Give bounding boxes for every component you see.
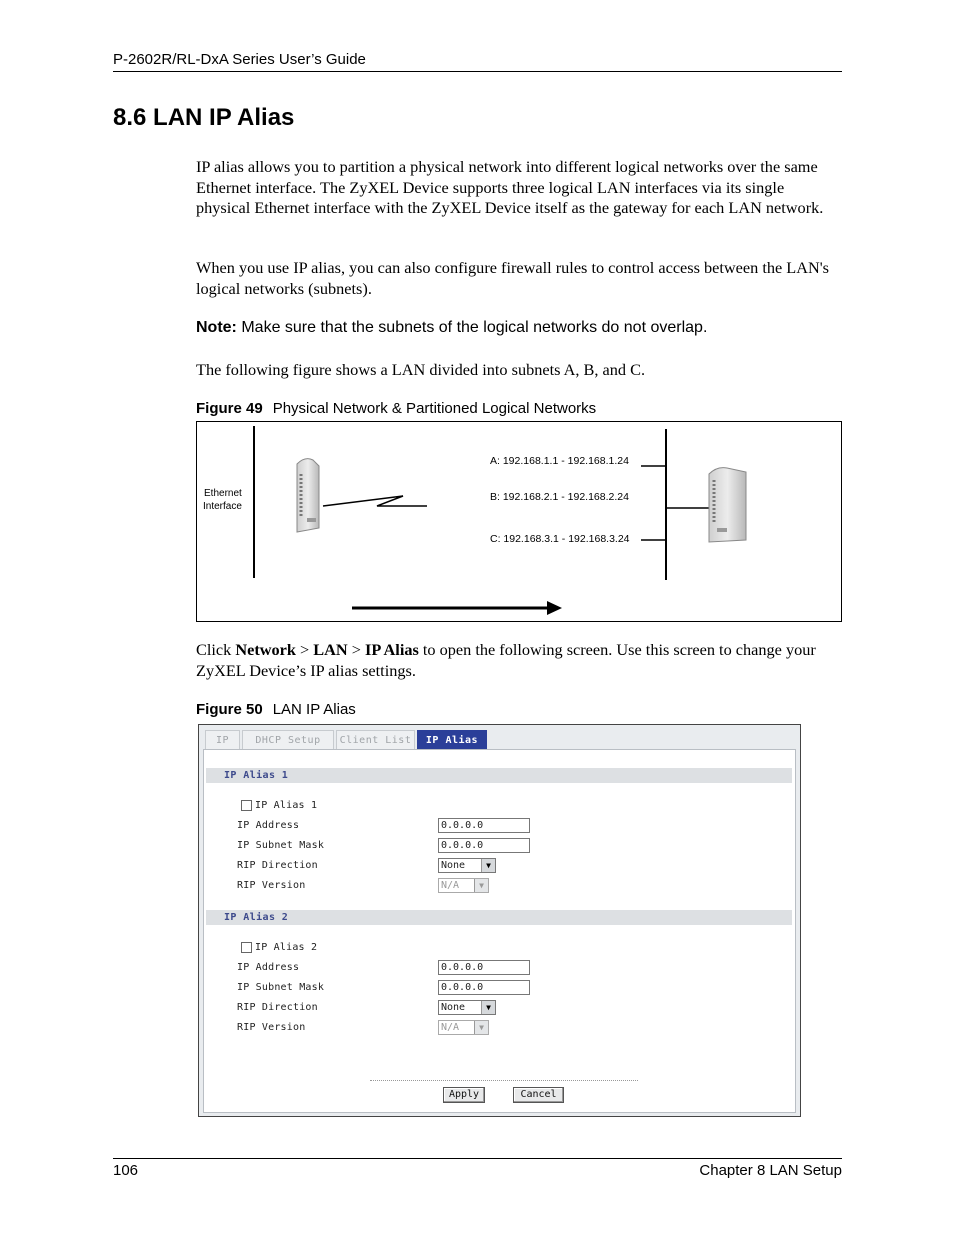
ethernet-label-line2: Interface (203, 501, 242, 512)
figure-50-title: LAN IP Alias (272, 701, 356, 718)
header-rule (113, 71, 842, 72)
footer-rule (113, 1158, 842, 1159)
figure-49-title: Physical Network & Partitioned Logical Networks (272, 400, 597, 417)
figure-49-caption (196, 400, 596, 417)
chevron-down-icon: ▼ (474, 1021, 488, 1034)
chevron-down-icon: ▼ (481, 1001, 495, 1014)
subnet-a-label: A: 192.168.1.1 - 192.168.1.24 (490, 455, 629, 467)
ip-alias-2-checkbox-label: IP Alias 2 (255, 942, 318, 953)
nav-sep-1: > (295, 640, 314, 659)
tab-client-list[interactable]: Client List (336, 730, 415, 750)
ip-alias-1-checkbox[interactable] (241, 800, 252, 811)
lan-ip-alias-screen (198, 724, 801, 1117)
intro-paragraph: IP alias allows you to partition a physical network into different logical networks over the same Ethernet interface. The ZyXEL Device supports three logical LAN interfaces via its single physical Ethernet interface with the ZyXEL Device itself as the gateway for each LAN network. (196, 157, 824, 217)
ip-alias-1-subnet-mask-input[interactable]: 0.0.0.0 (438, 838, 530, 853)
nav-ip-alias: IP Alias (364, 640, 419, 659)
running-header: P-2602R/RL-DxA Series User’s Guide (113, 51, 366, 68)
nav-text-pre: Click (196, 640, 236, 659)
ip-alias-2-rip-version-value: N/A (441, 1022, 460, 1033)
button-divider (370, 1080, 638, 1081)
ip-alias-2-ip-address-input[interactable]: 0.0.0.0 (438, 960, 530, 975)
ip-alias-2-checkbox[interactable] (241, 942, 252, 953)
ip-alias-1-subnet-mask-label: IP Subnet Mask (237, 840, 325, 851)
ip-alias-1-ip-address-input[interactable]: 0.0.0.0 (438, 818, 530, 833)
navigation-paragraph (196, 640, 842, 681)
section-title: 8.6 LAN IP Alias (113, 104, 295, 131)
ethernet-label-line1: Ethernet (204, 488, 242, 499)
ip-alias-1-checkbox-label: IP Alias 1 (255, 800, 318, 811)
nav-sep-2: > (347, 640, 365, 659)
note-text: Make sure that the subnets of the logical networks do not overlap. (236, 319, 708, 336)
arrow-head (547, 601, 562, 615)
section-bar-ip-alias-1: IP Alias 1 (206, 768, 792, 783)
ip-alias-2-rip-version-label: RIP Version (237, 1022, 306, 1033)
lightning-link (323, 496, 427, 506)
nav-text-post: to open the following screen. Use this screen to change your ZyXEL Device’s IP alias settings. (196, 640, 816, 680)
chevron-down-icon: ▼ (474, 879, 488, 892)
subnet-b-label: B: 192.168.2.1 - 192.168.2.24 (490, 491, 629, 503)
router-device-left (297, 459, 319, 532)
figure-49-diagram (196, 421, 842, 622)
note (196, 319, 707, 337)
ip-alias-2-subnet-mask-label: IP Subnet Mask (237, 982, 325, 993)
chapter-label: Chapter 8 LAN Setup (699, 1162, 842, 1179)
ip-alias-1-rip-version-label: RIP Version (237, 880, 306, 891)
figure-50-number: Figure 50 (196, 701, 263, 718)
ip-alias-2-ip-address-label: IP Address (237, 962, 300, 973)
ip-alias-1-rip-version-select[interactable] (438, 878, 489, 893)
ip-alias-2-subnet-mask-input[interactable]: 0.0.0.0 (438, 980, 530, 995)
ip-alias-1-rip-version-value: N/A (441, 880, 460, 891)
tab-ip-alias[interactable]: IP Alias (417, 730, 487, 750)
settings-panel (203, 749, 796, 1113)
ip-alias-2-rip-version-select[interactable] (438, 1020, 489, 1035)
nav-network: Network (235, 640, 296, 659)
subnet-c-label: C: 192.168.3.1 - 192.168.3.24 (490, 533, 630, 545)
ip-alias-2-rip-direction-label: RIP Direction (237, 1002, 318, 1013)
ip-alias-1-ip-address-label: IP Address (237, 820, 300, 831)
cancel-button[interactable]: Cancel (513, 1087, 564, 1103)
figure-49-number: Figure 49 (196, 400, 263, 417)
figure-intro-paragraph: The following figure shows a LAN divided into subnets A, B, and C. (196, 360, 646, 379)
figure-50-caption (196, 701, 356, 718)
section-bar-ip-alias-2: IP Alias 2 (206, 910, 792, 925)
firewall-paragraph: When you use IP alias, you can also configure firewall rules to control access between the LAN's logical networks (subnets). (196, 258, 830, 298)
ip-alias-1-rip-direction-label: RIP Direction (237, 860, 318, 871)
chevron-down-icon: ▼ (481, 859, 495, 872)
note-label: Note: (196, 319, 237, 336)
ip-alias-1-rip-direction-value: None (441, 860, 466, 871)
ip-alias-1-rip-direction-select[interactable] (438, 858, 496, 873)
tab-dhcp-setup[interactable]: DHCP Setup (242, 730, 334, 750)
apply-button[interactable]: Apply (443, 1087, 485, 1103)
tab-ip[interactable]: IP (205, 730, 240, 750)
page-number: 106 (113, 1162, 139, 1179)
ip-alias-2-rip-direction-value: None (441, 1002, 466, 1013)
nav-lan: LAN (313, 640, 348, 659)
ip-alias-2-rip-direction-select[interactable] (438, 1000, 496, 1015)
router-device-right (709, 468, 746, 542)
